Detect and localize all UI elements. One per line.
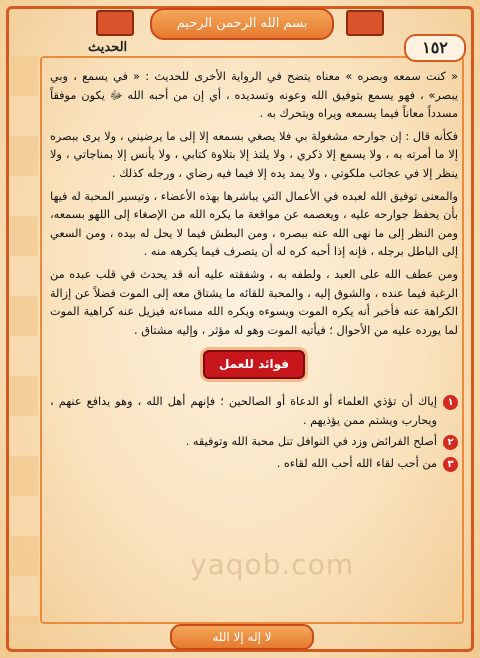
- body-paragraph: فكأنه قال : إن جوارحه مشغولة بي فلا يصغي بسمعه إلا إلى ما يرضيني ، ولا يرى ببصره إلا ما أمرته به ، ولا يسمع إلا ذكري ، ولا يلتذ إلا بتلاوة كتابي ، ولا يأنس إلا بمناجاتي ، ولا ينظر إلا في عجائب ملكوتي ، ولا يمد يده إلا فيما فيه رضاي ، ورجله كذلك .: [50, 129, 458, 180]
- benefit-item: [50, 393, 458, 430]
- body-paragraph: والمعنى توفيق الله لعبده في الأعمال التي يباشرها بهذه الأعضاء ، وتيسير المحبة له فيها بأن يحفظ جوارحه عليه ، ويعصمه عن مواقعة ما يكره الله من الإصغاء إلى اللهو بسمعه، ومن النظر إلى ما نهى الله عنه ببصره ، ومن البطش فيما لا يحل له بيده ، ومن السعي إلى الباطل برجله ، فإنه إذا أحبه كره له أن يتصرف فيما يكرهه منه .: [50, 189, 458, 259]
- number-badge: ٣: [443, 457, 458, 472]
- benefit-item: [50, 433, 458, 452]
- number-badge: ٢: [443, 435, 458, 450]
- page-content: [50, 68, 458, 476]
- book-ornament-icon: [346, 10, 384, 36]
- benefit-item: [50, 455, 458, 474]
- benefit-text: أصلح الفرائض وزد في النوافل تنل محبة الله وتوفيقه .: [185, 435, 437, 449]
- number-badge: ١: [443, 395, 458, 410]
- section-heading: فوائد للعمل: [203, 350, 305, 379]
- page-number: ١٥٢: [404, 34, 466, 62]
- book-ornament-icon: [96, 10, 134, 36]
- header-banner: بسم الله الرحمن الرحيم: [150, 8, 334, 40]
- benefit-text: إياك أن تؤذي العلماء أو الدعاة أو الصالحين ؛ فإنهم أهل الله ، وهو يدافع عنهم ، ويحارب ويشتم ممن يؤذيهم .: [50, 394, 437, 427]
- section-heading-wrap: [50, 350, 458, 379]
- benefit-text: من أحب لقاء الله أحب الله لقاءه .: [276, 456, 437, 470]
- watermark: yaqob.com: [190, 548, 355, 581]
- body-paragraph: ومن عطف الله على العبد ، ولطفه به ، وشفقته عليه أنه قد يحدث في قلب عبده من الرغبة فيما عنده ، والشوق إليه ، والمحبة للقائه ما يشتاق معه إلى الموت فضلاً عن إزالة الكراهة عنه فأخبر أنه يكره الموت ويسوءه ويكره الله مساءته فيزيل عنه كراهية الموت لما يورده عليه من الأحوال ؛ فيأتيه الموت وهو له مؤثر ، وإليه مشتاق .: [50, 267, 458, 337]
- running-head: الحديث: [88, 40, 128, 55]
- body-paragraph: « كنت سمعه وبصره » معناه يتضح في الرواية الأخرى للحديث : « في يسمع ، وبي يبصر» ، فهو يسمع بتوفيق الله وعونه وتسديده ، أي إن من أحبه الله ﷻ يكون موفقاً مسدداً معاناً فيما يسمعه ويراه ويتحرك به .: [50, 70, 458, 121]
- footer-banner: لا إله إلا الله: [170, 624, 314, 650]
